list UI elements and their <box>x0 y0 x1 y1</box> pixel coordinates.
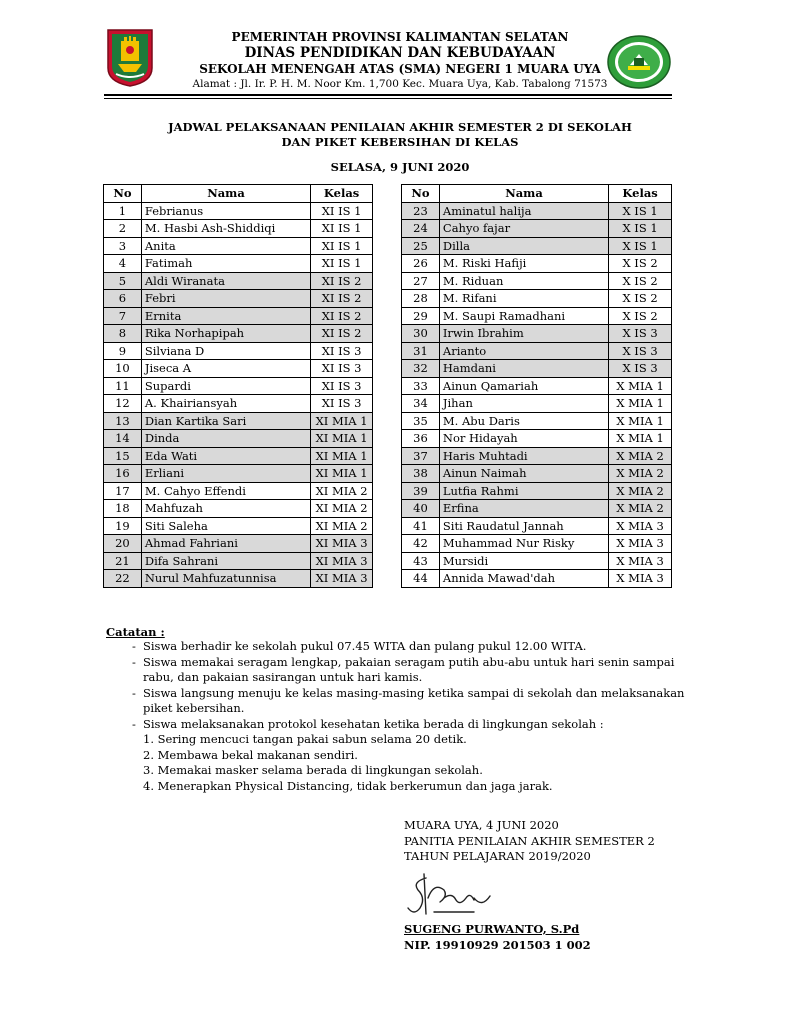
cell-no: 35 <box>402 412 440 430</box>
cell-no: 3 <box>104 237 142 255</box>
cell-no: 37 <box>402 447 440 465</box>
cell-nama: Ainun Qamariah <box>439 377 608 395</box>
cell-kelas: X MIA 1 <box>609 395 672 413</box>
cell-nama: Muhammad Nur Risky <box>439 535 608 553</box>
cell-kelas: X MIA 1 <box>609 377 672 395</box>
letterhead-department: DINAS PENDIDIKAN DAN KEBUDAYAAN <box>244 45 556 61</box>
table-row <box>104 325 373 343</box>
cell-kelas: XI IS 3 <box>311 395 373 413</box>
table-row <box>402 412 672 430</box>
cell-kelas: X MIA 3 <box>609 535 672 553</box>
cell-kelas: X MIA 3 <box>609 570 672 588</box>
cell-nama: Jiseca A <box>141 360 310 378</box>
cell-nama: Febrianus <box>141 202 310 220</box>
table-row <box>104 202 373 220</box>
cell-no: 10 <box>104 360 142 378</box>
cell-nama: M. Abu Daris <box>439 412 608 430</box>
table-row <box>104 377 373 395</box>
cell-nama: Siti Raudatul Jannah <box>439 517 608 535</box>
cell-no: 29 <box>402 307 440 325</box>
cell-kelas: X MIA 2 <box>609 482 672 500</box>
cell-nama: Mahfuzah <box>141 500 310 518</box>
cell-no: 17 <box>104 482 142 500</box>
cell-nama: M. Rifani <box>439 290 608 308</box>
cell-nama: Ernita <box>141 307 310 325</box>
signer-name: SUGENG PURWANTO, S.Pd <box>404 922 580 936</box>
cell-nama: Silviana D <box>141 342 310 360</box>
table-row <box>104 447 373 465</box>
letterhead-rule-thin <box>104 98 672 99</box>
table-row <box>402 482 672 500</box>
header-nama: Nama <box>141 185 310 203</box>
table-row <box>402 342 672 360</box>
cell-no: 12 <box>104 395 142 413</box>
cell-no: 44 <box>402 570 440 588</box>
cell-nama: Jihan <box>439 395 608 413</box>
cell-nama: Ainun Naimah <box>439 465 608 483</box>
cell-no: 31 <box>402 342 440 360</box>
cell-no: 7 <box>104 307 142 325</box>
cell-kelas: XI IS 3 <box>311 342 373 360</box>
header-kelas: Kelas <box>311 185 373 203</box>
cell-kelas: X IS 3 <box>609 342 672 360</box>
cell-nama: Arianto <box>439 342 608 360</box>
title-line-1: JADWAL PELAKSANAAN PENILAIAN AKHIR SEMESTER 2 DI SEKOLAH <box>168 120 632 134</box>
signature-year: TAHUN PELAJARAN 2019/2020 <box>404 849 591 863</box>
table-row <box>104 220 373 238</box>
cell-nama: Irwin Ibrahim <box>439 325 608 343</box>
cell-kelas: XI MIA 2 <box>311 500 373 518</box>
table-row <box>402 430 672 448</box>
note-dash: - <box>132 716 136 731</box>
cell-no: 36 <box>402 430 440 448</box>
cell-no: 13 <box>104 412 142 430</box>
table-header-row <box>104 185 373 203</box>
cell-kelas: XI IS 1 <box>311 220 373 238</box>
cell-no: 28 <box>402 290 440 308</box>
signature-block <box>404 818 655 865</box>
cell-no: 2 <box>104 220 142 238</box>
table-row <box>104 395 373 413</box>
document-title <box>100 120 700 150</box>
note-dash: - <box>132 639 136 653</box>
cell-kelas: X MIA 2 <box>609 465 672 483</box>
table-row <box>402 517 672 535</box>
signature-place-date: MUARA UYA, 4 JUNI 2020 <box>404 818 559 832</box>
cell-kelas: X MIA 1 <box>609 412 672 430</box>
cell-nama: Fatimah <box>141 255 310 273</box>
cell-kelas: XI IS 1 <box>311 255 373 273</box>
cell-kelas: XI MIA 1 <box>311 447 373 465</box>
cell-kelas: XI MIA 2 <box>311 517 373 535</box>
note-dash: - <box>132 654 136 669</box>
cell-nama: A. Khairiansyah <box>141 395 310 413</box>
notes-subitems <box>132 732 692 794</box>
table-row <box>104 290 373 308</box>
cell-nama: Hamdani <box>439 360 608 378</box>
cell-no: 43 <box>402 552 440 570</box>
signature-committee: PANITIA PENILAIAN AKHIR SEMESTER 2 <box>404 833 655 848</box>
cell-no: 18 <box>104 500 142 518</box>
table-row <box>104 535 373 553</box>
header-nama: Nama <box>439 185 608 203</box>
cell-no: 4 <box>104 255 142 273</box>
cell-no: 9 <box>104 342 142 360</box>
cell-nama: Siti Saleha <box>141 517 310 535</box>
cell-nama: Erfina <box>439 500 608 518</box>
cell-kelas: XI MIA 1 <box>311 412 373 430</box>
table-row <box>402 220 672 238</box>
schedule-table-right-body <box>402 202 672 587</box>
table-row <box>104 465 373 483</box>
cell-no: 1 <box>104 202 142 220</box>
note-line: rabu, dan pakaian sasirangan untuk hari kamis. <box>143 670 423 684</box>
note-line: piket kebersihan. <box>143 701 245 715</box>
table-row <box>402 325 672 343</box>
handwritten-signature <box>404 868 504 920</box>
header-kelas: Kelas <box>609 185 672 203</box>
table-row <box>104 272 373 290</box>
table-row <box>402 465 672 483</box>
table-row <box>402 395 672 413</box>
cell-no: 23 <box>402 202 440 220</box>
cell-no: 34 <box>402 395 440 413</box>
note-line: Siswa langsung menuju ke kelas masing-masing ketika sampai di sekolah dan melaksanakan <box>143 685 685 700</box>
letterhead-rule-thick <box>104 94 672 96</box>
cell-kelas: X IS 1 <box>609 202 672 220</box>
table-row <box>104 360 373 378</box>
schedule-table-left-body <box>104 202 373 587</box>
cell-kelas: XI MIA 3 <box>311 570 373 588</box>
cell-no: 21 <box>104 552 142 570</box>
note-subitem: 1. Sering mencuci tangan pakai sabun selama 20 detik. <box>143 732 467 746</box>
cell-no: 22 <box>104 570 142 588</box>
note-item <box>132 717 692 733</box>
cell-no: 40 <box>402 500 440 518</box>
table-row <box>402 552 672 570</box>
cell-no: 41 <box>402 517 440 535</box>
note-dash: - <box>132 685 136 700</box>
cell-kelas: X IS 1 <box>609 237 672 255</box>
cell-no: 25 <box>402 237 440 255</box>
cell-no: 15 <box>104 447 142 465</box>
table-header-row <box>402 185 672 203</box>
cell-no: 38 <box>402 465 440 483</box>
schedule-table-right <box>401 184 672 588</box>
cell-no: 6 <box>104 290 142 308</box>
note-line: Siswa memakai seragam lengkap, pakaian seragam putih abu-abu untuk hari senin sampai <box>143 654 675 669</box>
table-row <box>402 272 672 290</box>
notes-list <box>132 639 692 794</box>
cell-no: 32 <box>402 360 440 378</box>
table-row <box>104 500 373 518</box>
cell-nama: Anita <box>141 237 310 255</box>
note-item <box>132 686 692 717</box>
cell-kelas: XI MIA 1 <box>311 465 373 483</box>
title-line-2: DAN PIKET KEBERSIHAN DI KELAS <box>281 135 519 149</box>
notes-items <box>132 639 692 732</box>
cell-kelas: X IS 3 <box>609 325 672 343</box>
table-row <box>104 570 373 588</box>
cell-kelas: XI IS 2 <box>311 307 373 325</box>
cell-nama: Mursidi <box>439 552 608 570</box>
table-row <box>104 307 373 325</box>
cell-nama: Nor Hidayah <box>439 430 608 448</box>
table-row <box>104 237 373 255</box>
cell-kelas: XI MIA 1 <box>311 430 373 448</box>
cell-no: 26 <box>402 255 440 273</box>
cell-nama: M. Riduan <box>439 272 608 290</box>
header-no: No <box>402 185 440 203</box>
cell-no: 42 <box>402 535 440 553</box>
cell-kelas: X MIA 1 <box>609 430 672 448</box>
cell-nama: Erliani <box>141 465 310 483</box>
cell-no: 39 <box>402 482 440 500</box>
cell-no: 24 <box>402 220 440 238</box>
note-subitem: 3. Memakai masker selama berada di lingkungan sekolah. <box>143 763 483 777</box>
table-row <box>402 570 672 588</box>
table-row <box>104 342 373 360</box>
cell-nama: Annida Mawad'dah <box>439 570 608 588</box>
table-row <box>104 552 373 570</box>
table-row <box>402 237 672 255</box>
letterhead-province: PEMERINTAH PROVINSI KALIMANTAN SELATAN <box>231 30 569 44</box>
cell-nama: Lutfia Rahmi <box>439 482 608 500</box>
cell-kelas: X IS 2 <box>609 307 672 325</box>
cell-kelas: XI MIA 2 <box>311 482 373 500</box>
header-no: No <box>104 185 142 203</box>
note-line: Siswa berhadir ke sekolah pukul 07.45 WITA dan pulang pukul 12.00 WITA. <box>143 639 587 653</box>
note-item <box>132 655 692 686</box>
school-badge-logo <box>606 34 672 90</box>
table-row <box>104 255 373 273</box>
table-row <box>402 447 672 465</box>
cell-no: 5 <box>104 272 142 290</box>
cell-kelas: X IS 2 <box>609 290 672 308</box>
letterhead <box>150 30 650 91</box>
table-row <box>402 360 672 378</box>
cell-kelas: XI IS 2 <box>311 325 373 343</box>
table-row <box>402 307 672 325</box>
cell-nama: Nurul Mahfuzatunnisa <box>141 570 310 588</box>
cell-nama: Dilla <box>439 237 608 255</box>
cell-no: 33 <box>402 377 440 395</box>
table-row <box>104 430 373 448</box>
cell-nama: Eda Wati <box>141 447 310 465</box>
note-item <box>132 639 692 655</box>
cell-kelas: X MIA 3 <box>609 517 672 535</box>
cell-kelas: XI MIA 3 <box>311 552 373 570</box>
table-row <box>402 290 672 308</box>
note-line: Siswa melaksanakan protokol kesehatan ketika berada di lingkungan sekolah : <box>143 716 604 731</box>
cell-nama: Dian Kartika Sari <box>141 412 310 430</box>
cell-kelas: XI IS 2 <box>311 290 373 308</box>
cell-kelas: XI IS 3 <box>311 377 373 395</box>
cell-nama: Supardi <box>141 377 310 395</box>
letterhead-address: Alamat : Jl. Ir. P. H. M. Noor Km. 1,700 Kec. Muara Uya, Kab. Tabalong 71573 <box>192 78 608 90</box>
cell-no: 14 <box>104 430 142 448</box>
cell-nama: Haris Muhtadi <box>439 447 608 465</box>
cell-nama: Aminatul halija <box>439 202 608 220</box>
cell-kelas: X IS 1 <box>609 220 672 238</box>
cell-nama: Difa Sahrani <box>141 552 310 570</box>
cell-nama: Ahmad Fahriani <box>141 535 310 553</box>
cell-no: 27 <box>402 272 440 290</box>
table-row <box>402 202 672 220</box>
cell-no: 11 <box>104 377 142 395</box>
table-row <box>402 255 672 273</box>
notes-heading: Catatan : <box>106 625 165 639</box>
cell-kelas: X IS 3 <box>609 360 672 378</box>
cell-no: 30 <box>402 325 440 343</box>
cell-nama: Febri <box>141 290 310 308</box>
table-row <box>402 535 672 553</box>
cell-kelas: X MIA 2 <box>609 447 672 465</box>
letterhead-school: SEKOLAH MENENGAH ATAS (SMA) NEGERI 1 MUARA UYA <box>199 62 601 76</box>
table-row <box>402 377 672 395</box>
cell-kelas: XI MIA 3 <box>311 535 373 553</box>
cell-kelas: XI IS 1 <box>311 237 373 255</box>
table-row <box>402 500 672 518</box>
cell-nama: Dinda <box>141 430 310 448</box>
cell-kelas: XI IS 3 <box>311 360 373 378</box>
table-row <box>104 517 373 535</box>
cell-no: 8 <box>104 325 142 343</box>
table-row <box>104 482 373 500</box>
note-subitem: 2. Membawa bekal makanan sendiri. <box>143 747 358 762</box>
cell-nama: Cahyo fajar <box>439 220 608 238</box>
signer-nip: NIP. 19910929 201503 1 002 <box>404 938 591 952</box>
cell-nama: Aldi Wiranata <box>141 272 310 290</box>
cell-kelas: X MIA 3 <box>609 552 672 570</box>
cell-nama: M. Hasbi Ash-Shiddiqi <box>141 220 310 238</box>
cell-kelas: XI IS 1 <box>311 202 373 220</box>
schedule-table-left <box>103 184 373 588</box>
cell-kelas: X MIA 2 <box>609 500 672 518</box>
cell-kelas: X IS 2 <box>609 255 672 273</box>
cell-no: 19 <box>104 517 142 535</box>
cell-kelas: XI IS 2 <box>311 272 373 290</box>
provincial-crest-logo <box>106 28 154 88</box>
schedule-date: SELASA, 9 JUNI 2020 <box>330 160 470 174</box>
cell-kelas: X IS 2 <box>609 272 672 290</box>
cell-no: 20 <box>104 535 142 553</box>
cell-no: 16 <box>104 465 142 483</box>
cell-nama: Rika Norhapipah <box>141 325 310 343</box>
cell-nama: M. Saupi Ramadhani <box>439 307 608 325</box>
note-subitem: 4. Menerapkan Physical Distancing, tidak berkerumun dan jaga jarak. <box>143 778 553 793</box>
cell-nama: M. Cahyo Effendi <box>141 482 310 500</box>
table-row <box>104 412 373 430</box>
cell-nama: M. Riski Hafiji <box>439 255 608 273</box>
